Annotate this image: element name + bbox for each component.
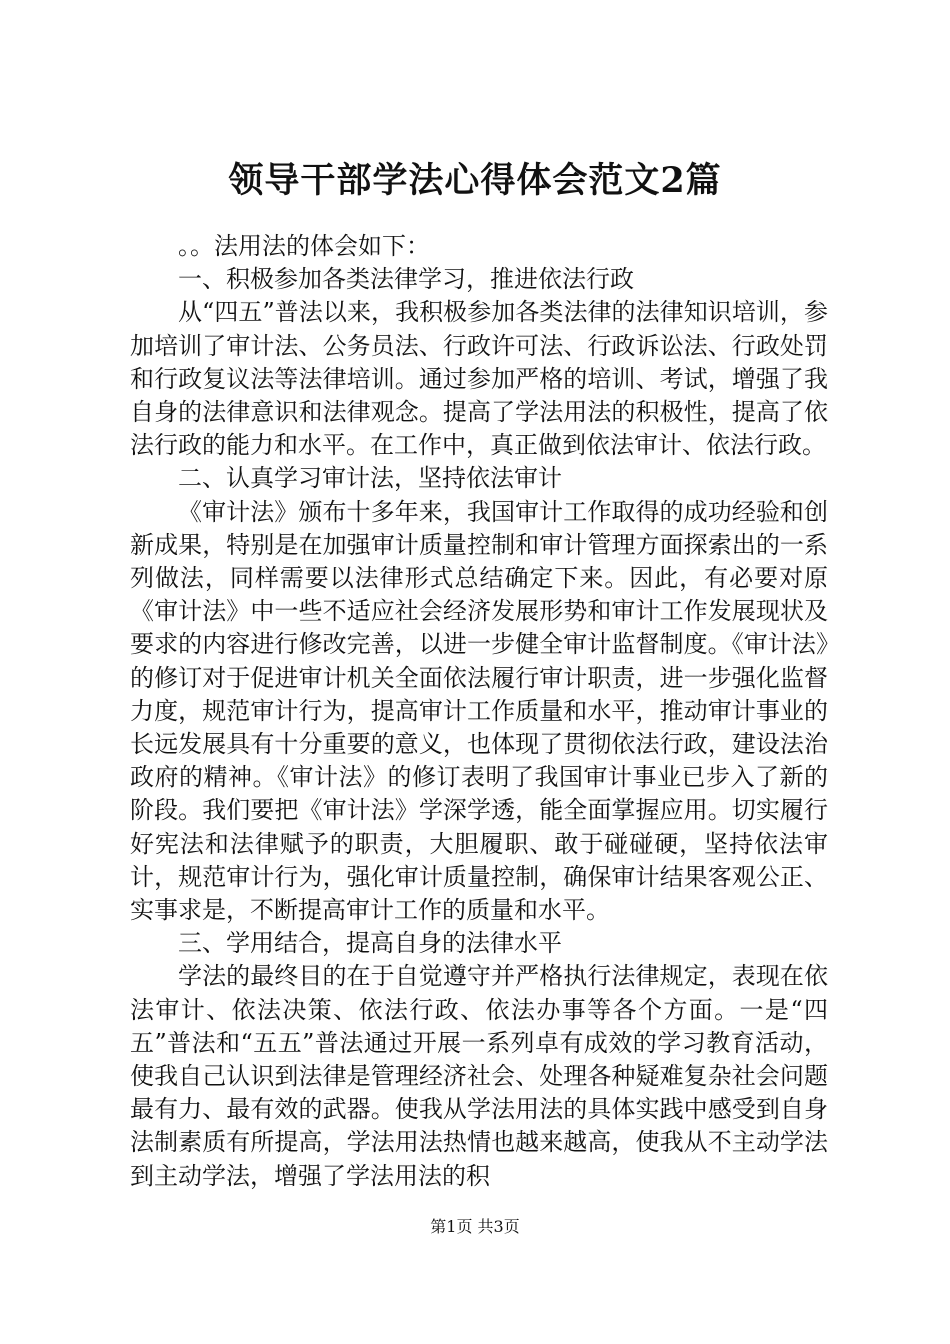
paragraph-intro: 。。法用法的体会如下： <box>178 232 430 260</box>
document-body <box>130 230 828 1193</box>
paragraph-1: 从“四五”普法以来，我积极参加各类法律的法律知识培训，参加培训了审计法、公务员法、行政许可法、行政诉讼法、行政处罚和行政复议法等法律培训。通过参加严格的培训、考试，增强了我自身的法律意识和法律观念。提高了学法用法的积极性，提高了依法行政的能力和水平。在工作中，真正做到依法审计、依法行政。 <box>130 298 828 460</box>
section-heading-3: 三、学用结合，提高自身的法律水平 <box>178 929 562 958</box>
section-heading-1: 一、积极参加各类法律学习，推进依法行政 <box>178 265 634 294</box>
paragraph-3: 学法的最终目的在于自觉遵守并严格执行法律规定，表现在依法审计、依法决策、依法行政、依法办事等各个方面。一是“四五”普法和“五五”普法通过开展一系列卓有成效的学习教育活动，使我自己认识到法律是管理经济社会、处理各种疑难复杂社会问题最有力、最有效的武器。使我从学法用法的具体实践中感受到自身法制素质有所提高，学法用法热情也越来越高，使我从不主动学法到主动学法，增强了学法用法的积 <box>130 962 828 1190</box>
page-number-footer: 第1页 共3页 <box>430 1217 520 1236</box>
document-title: 领导干部学法心得体会范文2篇 <box>228 160 722 201</box>
paragraph-2: 《审计法》颁布十多年来，我国审计工作取得的成功经验和创新成果，特别是在加强审计质量控制和审计管理方面探索出的一系列做法，同样需要以法律形式总结确定下来。因此，有必要对原《审计法》中一些不适应社会经济发展形势和审计工作发展现状及要求的内容进行修改完善，以进一步健全审计监督制度。《审计法》的修订对于促进审计机关全面依法履行审计职责，进一步强化监督力度，规范审计行为，提高审计工作质量和水平，推动审计事业的长远发展具有十分重要的意义，也体现了贯彻依法行政，建设法治政府的精神。《审计法》的修订表明了我国审计事业已步入了新的阶段。我们要把《审计法》学深学透，能全面掌握应用。切实履行好宪法和法律赋予的职责，大胆履职、敢于碰碰硬，坚持依法审计，规范审计行为，强化审计质量控制，确保审计结果客观公正、实事求是，不断提高审计工作的质量和水平。 <box>130 497 828 925</box>
section-heading-2: 二、认真学习审计法，坚持依法审计 <box>178 464 562 493</box>
